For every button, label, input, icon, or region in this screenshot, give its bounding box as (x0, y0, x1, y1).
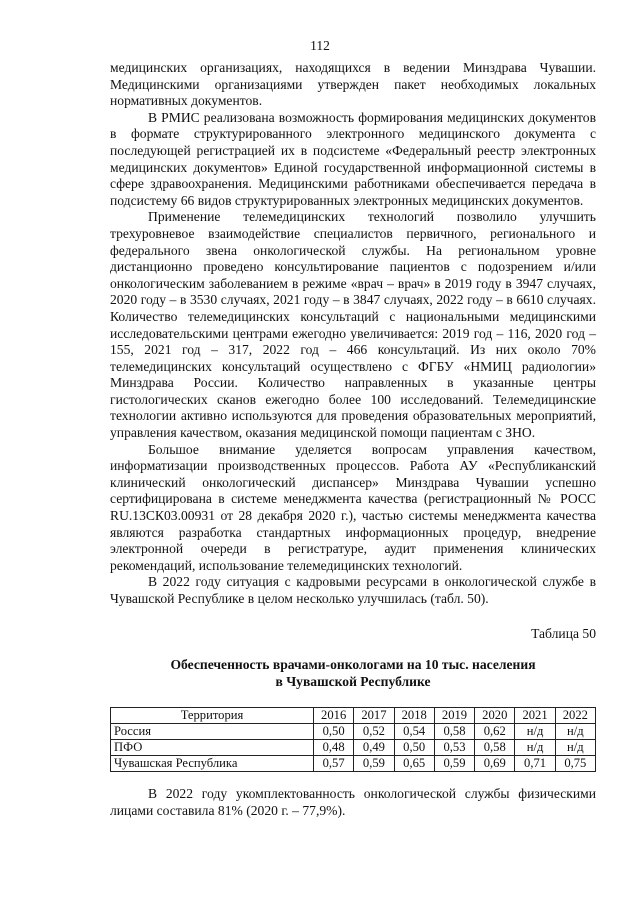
table-cell: 0,52 (354, 724, 394, 740)
table-header-row (111, 708, 596, 724)
table-cell: 0,58 (434, 724, 474, 740)
table-cell: Россия (111, 724, 314, 740)
table-cell: 0,69 (475, 756, 515, 772)
data-table (110, 707, 596, 772)
paragraph-1: медицинских организациях, находящихся в ведении Минздрава Чувашии. Медицинскими организациями утвержден пакет необходимых локальных нормативных документов. (110, 60, 596, 109)
paragraph-5: В 2022 году ситуация с кадровыми ресурсами в онкологической службе в Чувашской Республике в целом несколько улучшилась (табл. 50). (110, 574, 596, 606)
table-cell: Чувашская Республика (111, 756, 314, 772)
header-cell: 2020 (475, 708, 515, 724)
header-cell: 2019 (434, 708, 474, 724)
header-cell: 2016 (314, 708, 354, 724)
table-cell: 0,75 (555, 756, 595, 772)
table-cell: 0,54 (394, 724, 434, 740)
table-title-line-1: Обеспеченность врачами-онкологами на 10 тыс. населения (170, 657, 536, 672)
table-cell: 0,71 (515, 756, 555, 772)
table-cell: 0,49 (354, 740, 394, 756)
paragraph-6: В 2022 году укомплектованность онкологической службы физическими лицами составила 81% (2020 г. – 77,9%). (110, 786, 596, 818)
table-cell: 0,48 (314, 740, 354, 756)
table-cell: 0,59 (434, 756, 474, 772)
table-cell: 0,50 (314, 724, 354, 740)
table-row (111, 724, 596, 740)
table-cell: 0,50 (394, 740, 434, 756)
table-row (111, 740, 596, 756)
table-cell: 0,58 (475, 740, 515, 756)
table-cell: 0,57 (314, 756, 354, 772)
table-cell: ПФО (111, 740, 314, 756)
table-label: Таблица 50 (531, 626, 596, 641)
closing-text (110, 786, 596, 819)
table-cell: н/д (515, 724, 555, 740)
header-cell: 2022 (555, 708, 595, 724)
header-cell: 2017 (354, 708, 394, 724)
table-cell: 0,53 (434, 740, 474, 756)
table-cell: 0,59 (354, 756, 394, 772)
table-row (111, 756, 596, 772)
table-cell: н/д (555, 724, 595, 740)
table-title (110, 656, 596, 690)
table-cell: н/д (515, 740, 555, 756)
paragraph-3: Применение телемедицинских технологий позволило улучшить трехуровневое взаимодействие специалистов первичного, регионального и федерального звена онкологической службы. На региональном уровне дистанционно проведено консультирование пациентов с подозрением и/или онкологическим заболеванием в режиме «врач – врач» в 2019 году в 3947 случаях, 2020 году – в 3530 случаях, 2021 году – в 3847 случаях, 2022 году – в 6610 случаях. Количество телемедицинских консультаций с национальными медицинскими исследовательскими центрами ежегодно увеличивается: 2019 год – 116, 2020 год – 155, 2021 год – 317, 2022 год – 466 консультаций. Из них около 70% телемедицинских консультаций осуществлено с ФГБУ «НМИЦ радиологии» Минздрава России. Количество направленных в указанные центры гистологических сканов ежегодно более 100 исследований. Телемедицинские технологии активно используются для проведения образовательных мероприятий, управления качеством, оказания медицинской помощи пациентам с ЗНО. (110, 209, 596, 441)
table-cell: 0,62 (475, 724, 515, 740)
table-cell: 0,65 (394, 756, 434, 772)
paragraph-2: В РМИС реализована возможность формирования медицинских документов в формате структурированного электронного медицинского документа с последующей регистрацией их в подсистеме «Федеральный реестр электронных медицинских документов» Единой государственной информационной системы в сфере здравоохранения. Медицинскими работниками обеспечивается передача в подсистему 66 видов структурированных электронных медицинских документов. (110, 109, 596, 208)
table-title-line-2: в Чувашской Республике (275, 674, 431, 689)
table-cell: н/д (555, 740, 595, 756)
header-cell: 2021 (515, 708, 555, 724)
header-cell: 2018 (394, 708, 434, 724)
page-number: 112 (310, 38, 330, 53)
header-cell: Территория (111, 708, 314, 724)
paragraph-4: Большое внимание уделяется вопросам управления качеством, информатизации производственных процессов. Работа АУ «Республиканский клинический онкологический диспансер» Минздрава Чувашии успешно сертифицирована в системе менеджмента качества (регистрационный № РОСС RU.13СК03.00931 от 28 декабря 2020 г.), частью системы менеджмента качества являются разработка стандартных информационных процедур, внедрение электронной очереди в регистратуре, аудит применения клинических рекомендаций, использование телемедицинских технологий. (110, 441, 596, 573)
body-text (110, 60, 596, 608)
